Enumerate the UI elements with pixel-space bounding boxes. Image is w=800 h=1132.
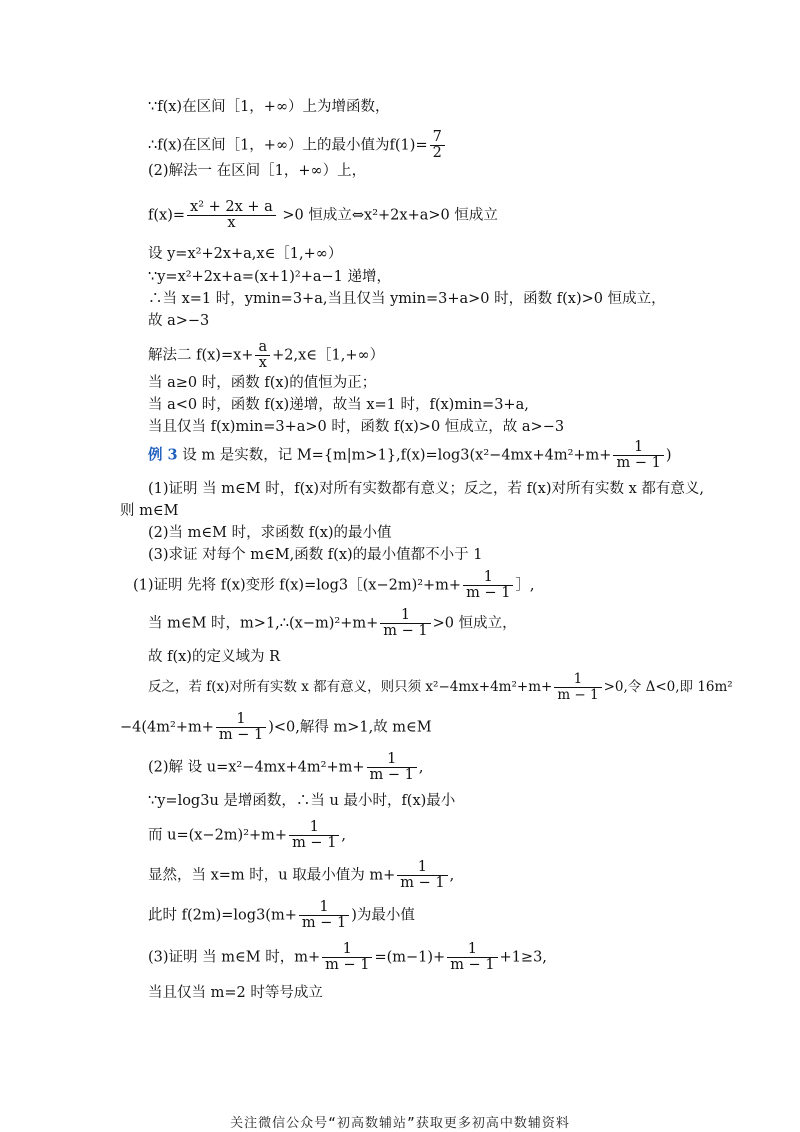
solution-line: 设 y=x²+2x+a,x∈［1,+∞）: [148, 246, 343, 262]
example-label: 例 3: [148, 446, 178, 464]
fraction: $\frac{1}{m - 1}$: [463, 570, 513, 601]
problem-line: 则 m∈M: [120, 503, 179, 519]
problem-line: (1)证明 当 m∈M 时，f(x)对所有实数都有意义；反之，若 f(x)对所有实数 x 都有意义,: [148, 481, 705, 497]
fraction: $\frac{a}{x}$: [255, 340, 270, 371]
fraction: $\frac{1}{m - 1}$: [299, 900, 349, 931]
fraction: $\frac{1}{m - 1}$: [216, 712, 266, 743]
solution-line: −4(4m²+m+ $\frac{1}{m - 1}$ )<0,解得 m>1,故 m∈M: [120, 711, 432, 743]
solution-line: f(x)= $\frac{\text{x² + 2x + a}}{x}$ >0 恒成立⇔x²+2x+a>0 恒成立: [148, 199, 498, 231]
solution-line: 当且仅当 m=2 时等号成立: [148, 985, 323, 1001]
solution-line: 显然，当 x=m 时，u 取最小值为 m+ $\frac{1}{m - 1}$ ,: [148, 859, 455, 891]
solution-line: 当 a<0 时，函数 f(x)递增，故当 x=1 时，f(x)min=3+a,: [148, 397, 529, 413]
problem-line: (2)当 m∈M 时，求函数 f(x)的最小值: [148, 525, 392, 541]
solution-line: ∴f(x)在区间［1，+∞）上的最小值为f(1)= $\frac{7}{2}$: [148, 130, 447, 161]
page-footer: 关注微信公众号“初高数辅站”获取更多初高中数辅资料: [230, 1116, 570, 1131]
example-statement: 例 3 设 m 是实数，记 M={m|m>1},f(x)=log3(x²−4mx+4m²+m+ $\frac{1}{m - 1}$ ): [148, 439, 672, 471]
fraction: $\frac{1}{m - 1}$: [554, 672, 601, 703]
solution-line: 反之，若 f(x)对所有实数 x 都有意义，则只须 x²−4mx+4m²+m+ $\frac{1}{m - 1}$ >0,令 Δ<0,即 16m²: [148, 671, 733, 703]
problem-line: (3)求证 对每个 m∈M,函数 f(x)的最小值都不小于 1: [148, 547, 483, 563]
solution-line: (2)解 设 u=x²−4mx+4m²+m+ $\frac{1}{m - 1}$ ,: [148, 751, 424, 783]
solution-line: 当 m∈M 时，m>1,∴(x−m)²+m+ $\frac{1}{m - 1}$ >0 恒成立，: [148, 607, 517, 639]
solution-line: ∵y=x²+2x+a=(x+1)²+a−1 递增，: [148, 269, 392, 285]
solution-line: ∵y=log3u 是增函数，∴当 u 最小时，f(x)最小: [148, 793, 456, 809]
solution-line: ∵f(x)在区间［1，+∞）上为增函数，: [148, 99, 390, 115]
fraction: $\frac{1}{m - 1}$: [397, 860, 447, 891]
solution-line: 当 a≥0 时，函数 f(x)的值恒为正；: [148, 375, 377, 391]
solution-line: (1)证明 先将 f(x)变形 f(x)=log3［(x−2m)²+m+ $\frac{1}{m - 1}$ ］,: [133, 569, 535, 601]
fraction: $\frac{1}{m - 1}$: [367, 752, 417, 783]
fraction: $\frac{\text{x² + 2x + a}}{x}$: [187, 200, 276, 231]
solution-line: 故 f(x)的定义域为 R: [148, 649, 280, 665]
fraction: $\frac{1}{m - 1}$: [322, 942, 372, 973]
solution-line: (2)解法一 在区间［1，+∞）上，: [148, 163, 367, 179]
solution-line: ∴当 x=1 时，ymin=3+a,当且仅当 ymin=3+a>0 时，函数 f(x)>0 恒成立，: [148, 291, 666, 307]
solution-line: 故 a>−3: [148, 313, 210, 329]
solution-line: 而 u=(x−2m)²+m+ $\frac{1}{m - 1}$ ,: [148, 819, 347, 851]
solution-line: (3)证明 当 m∈M 时，m+ $\frac{1}{m - 1}$ =(m−1)+ $\frac{1}{m - 1}$ +1≥3,: [148, 941, 547, 973]
solution-line: 当且仅当 f(x)min=3+a>0 时，函数 f(x)>0 恒成立，故 a>−3: [148, 419, 565, 435]
solution-line: 解法二 f(x)=x+ $\frac{a}{x}$ +2,x∈［1,+∞）: [148, 339, 385, 371]
fraction: $\frac{1}{m - 1}$: [447, 942, 497, 973]
solution-line: 此时 f(2m)=log3(m+ $\frac{1}{m - 1}$ )为最小值: [148, 899, 415, 931]
fraction: $\frac{1}{m - 1}$: [289, 820, 339, 851]
fraction: $\frac{7}{2}$: [430, 130, 445, 161]
fraction: $\frac{1}{m - 1}$: [613, 440, 663, 471]
fraction: $\frac{1}{m - 1}$: [380, 608, 430, 639]
